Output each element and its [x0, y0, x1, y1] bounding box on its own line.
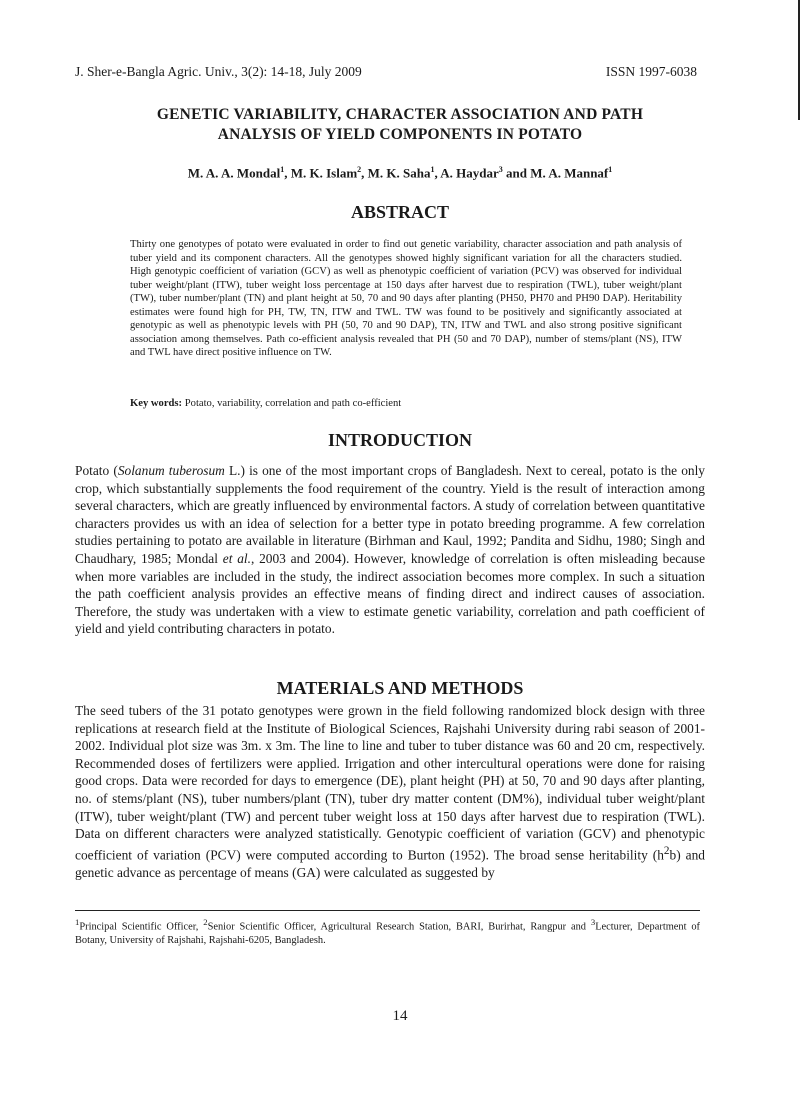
methods-text-a: The seed tubers of the 31 potato genotypes were grown in the field following randomized block design with three replications at research field at the Institute of Biological Sciences, Rajshahi University during rabi season of 2001-2002. Individual plot size was 3m. x 3m. The line to line and tuber to tuber distance was 60 and 20 cm, respectively. Recommended doses of fertilizers were applied. Irrigation and other intercultural operations were done for raising good crops. Data were recorded for days to emergence (DE), plant height (PH) at 50, 70 and 90 days after planting, no. of stems/plant (NS), tuber numbers/plant (TN), tuber dry matter content (DM%), individual tuber weight/plant (ITW), tuber weight/plant (TW) and percent tuber weight loss at 150 days after harvest due to respiration (TWL). Data on different characters were analyzed statistically. Genotypic coefficient of variation (GCV) and phenotypic coefficient of variation (PCV) were computed according to Burton (1952). The broad sense heritability (h: [75, 703, 705, 863]
author-affiliation: 1: [280, 165, 285, 174]
footnote-divider: [75, 910, 700, 911]
title-line-2: ANALYSIS OF YIELD COMPONENTS IN POTATO: [217, 126, 583, 143]
footnote-marker: 1: [75, 917, 80, 927]
heritability-superscript: 2: [663, 844, 670, 857]
footnote-text: Senior Scientific Officer, Agricultural Research Station, BARI, Burirhat, Rangpur and: [207, 921, 591, 933]
intro-text-end: , 2003 and 2004). However, knowledge of correlation is often misleading because when more variables are included in the study, the indirect association becomes more complex. In such a situation the path coefficient analysis provides an effective means of finding direct and indirect causes of association. Therefore, the study was undertaken with a view to estimate genetic variability, correlation and path coefficient of yield and yield contributing characters in potato.: [75, 550, 706, 637]
keywords-list: Potato, variability, correlation and path co-efficient: [184, 398, 402, 409]
author-name: M. K. Islam: [290, 165, 358, 181]
methods-paragraph: [75, 702, 705, 881]
species-name: Solanum tuberosum: [117, 463, 225, 478]
footnote-text: Lecturer, Department of Botany, University of Rajshahi, Rajshahi-6205, Bangladesh.: [75, 921, 700, 946]
author-affiliation: 1: [608, 165, 613, 174]
author-affiliation: 2: [357, 165, 362, 174]
footnote-marker: 3: [590, 917, 596, 927]
title-line-1: GENETIC VARIABILITY, CHARACTER ASSOCIATION AND PATH: [156, 106, 644, 123]
introduction-paragraph: [75, 462, 705, 638]
author-separator: ,: [434, 165, 441, 181]
author-affiliation: 1: [430, 165, 435, 174]
author-list: [60, 165, 740, 181]
methods-text-b: b) and genetic advance as percentage of means (GA) were calculated as suggested by: [75, 847, 705, 880]
author-name: A. Haydar: [440, 165, 499, 181]
author-separator: ,: [361, 165, 368, 181]
author-separator: and: [502, 165, 531, 181]
issn: ISSN 1997-6038: [605, 64, 697, 79]
journal-citation: J. Sher-e-Bangla Agric. Univ., 3(2): 14-18, July 2009: [75, 64, 362, 79]
author-name: M. A. A. Mondal: [187, 165, 281, 181]
abstract-heading: ABSTRACT: [350, 202, 450, 222]
methods-heading: MATERIALS AND METHODS: [276, 678, 524, 698]
paper-title: [60, 105, 740, 145]
author-name: M. K. Saha: [367, 165, 431, 181]
running-header: [75, 64, 697, 84]
footnote-text: Principal Scientific Officer,: [79, 921, 204, 933]
author-affiliation: 3: [498, 165, 503, 174]
et-al: et al.: [222, 550, 251, 566]
abstract-text: Thirty one genotypes of potato were evaluated in order to find out genetic variability, character association and path analysis of tuber yield and its component characters. All the genotypes showed highly significant variation for all the characters studied. High genotypic coefficient of variation (GCV) as well as phenotypic coefficient of variation (PCV) was observed for individual tuber weight/plant (ITW), tuber weight loss percentage at 150 days after harvest due to respiration (TWL), tuber weight/plant (TW), tuber number/plant (TN) and plant height at 50, 70 and 90 days after planting (PH50, PH70 and PH90 DAP). Heritability estimates were found high for PH, TW, TN, ITW and TWL. TW was found to be positively and significantly associated at genotypic as well as phenotypic levels with PH (50, 70 and 90 DAP), TN, ITW and TWL and also strong positive significant association among themselves. Path co-efficient analysis revealed that PH (50 and 70 DAP), number of stems/plant (NS), ITW and TWL have direct positive influence on TW.: [130, 239, 682, 358]
author-separator: ,: [284, 165, 291, 181]
introduction-heading: INTRODUCTION: [327, 430, 473, 450]
intro-text-start: Potato (: [75, 463, 118, 478]
page-number: 14: [392, 1008, 408, 1024]
author-name: M. A. Mannaf: [530, 165, 609, 181]
intro-text-rest: L.) is one of the most important crops of Bangladesh. Next to cereal, potato is the only crop, which substantially supplements the food requirement of the country. Yield is the result of interaction among several characters, which are greatly influenced by environmental factors. A study of correlation between quantitative characters provides us with an idea of selection for a better type in potato breeding programme. A few correlation studies pertaining to potato are available in literature (Birhman and Kaul, 1992; Pandita and Sidhu, 1980; Singh and Chaudhary, 1985; Mondal: [75, 463, 706, 566]
keywords-label: Key words:: [130, 398, 183, 409]
affiliation-footnote: [75, 916, 700, 947]
footnote-marker: 2: [203, 917, 208, 927]
keywords: [130, 398, 682, 409]
